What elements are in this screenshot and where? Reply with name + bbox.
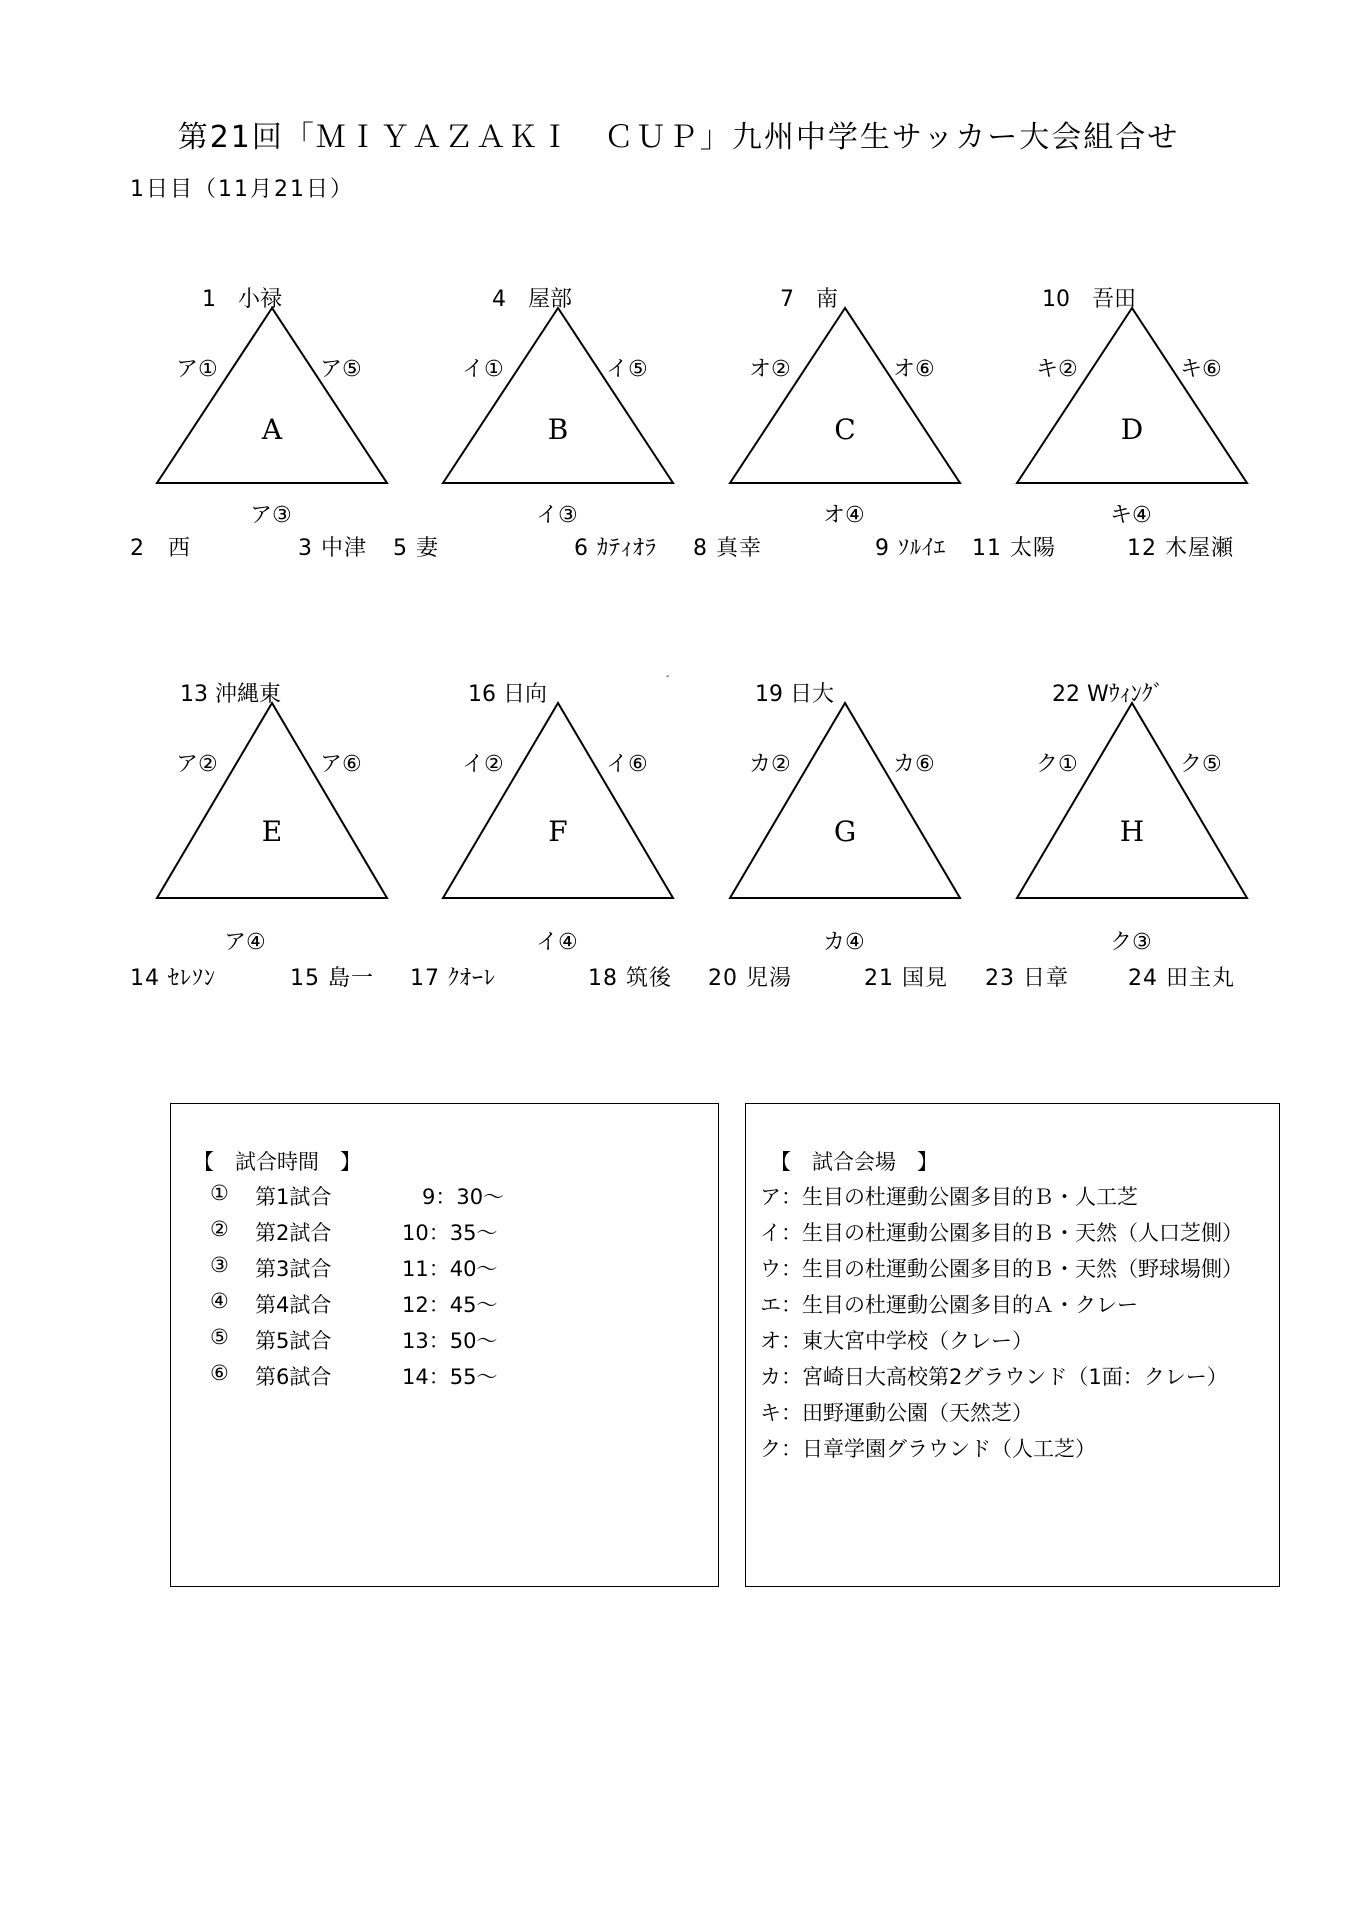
- venues-header: 【 試合会場 】: [770, 1150, 938, 1174]
- page-title: 第21回「ＭＩＹＡＺＡＫＩ ＣＵＰ」九州中学生サッカー大会組合せ: [177, 120, 1180, 155]
- time-row-time: 10：35～: [402, 1221, 498, 1245]
- time-row-name: 第6試合: [255, 1365, 332, 1389]
- venue-row: カ：宮崎日大高校第2グラウンド（1面：クレー）: [760, 1365, 1228, 1389]
- group-f: [438, 673, 678, 955]
- team-label: 2 西: [130, 536, 191, 561]
- venue-row: ア：生目の杜運動公園多目的Ｂ・人工芝: [760, 1185, 1138, 1209]
- group-h: [1012, 673, 1252, 955]
- triangle-h: [1012, 673, 1252, 933]
- team-label: 14 ｾﾚｿﾝ: [130, 966, 216, 991]
- time-row-name: 第5試合: [255, 1329, 332, 1353]
- venue-row: ク：日章学園グラウンド（人工芝）: [760, 1437, 1096, 1461]
- group-right-match: カ⑥: [893, 752, 935, 777]
- group-letter: E: [261, 815, 283, 848]
- group-c: [725, 278, 965, 538]
- group-bottom-match: カ④: [823, 930, 865, 955]
- time-row-name: 第3試合: [255, 1257, 332, 1281]
- group-letter: F: [548, 815, 568, 848]
- match-times-header: 【 試合時間 】: [193, 1150, 361, 1174]
- group-left-match: カ②: [749, 752, 791, 777]
- group-letter: C: [834, 413, 856, 446]
- group-right-match: キ⑥: [1180, 357, 1222, 382]
- group-seed: 22 Wｳｨﾝｸﾞ: [1052, 682, 1164, 707]
- time-row-num: ①: [210, 1181, 229, 1205]
- time-row: [210, 1253, 590, 1281]
- group-bottom-match: イ④: [536, 930, 578, 955]
- team-label: 12 木屋瀬: [1127, 536, 1234, 561]
- team-label: 21 国見: [864, 966, 948, 991]
- group-right-match: ア⑥: [320, 752, 362, 777]
- triangle-g: [725, 673, 965, 933]
- group-left-match: キ②: [1036, 357, 1078, 382]
- group-d: [1012, 278, 1252, 538]
- time-row-name: 第2試合: [255, 1221, 332, 1245]
- venue-row: キ：田野運動公園（天然芝）: [760, 1401, 1033, 1425]
- time-row-time: 11：40～: [402, 1257, 498, 1281]
- group-letter: A: [261, 413, 283, 446]
- team-label: 20 児湯: [708, 966, 792, 991]
- group-bottom-match: ク③: [1110, 930, 1152, 955]
- group-left-match: ア①: [176, 357, 218, 382]
- group-seed: 7 南: [780, 287, 838, 312]
- time-row-time: 9：30～: [422, 1185, 505, 1209]
- team-label: 9 ｿﾙｲｴ: [875, 536, 946, 561]
- time-row-num: ⑤: [210, 1325, 229, 1349]
- group-left-match: イ②: [462, 752, 504, 777]
- team-label: 3 中津: [298, 536, 367, 561]
- group-letter: G: [833, 815, 857, 848]
- group-a: [152, 278, 392, 538]
- venue-row: オ：東大宮中学校（クレー）: [760, 1329, 1033, 1353]
- group-b: [438, 278, 678, 538]
- group-seed: 10 吾田: [1042, 287, 1136, 312]
- team-label: 24 田主丸: [1128, 966, 1235, 991]
- time-row: [210, 1325, 590, 1353]
- venue-row: エ：生目の杜運動公園多目的Ａ・クレー: [760, 1293, 1138, 1317]
- team-label: 18 筑後: [588, 966, 672, 991]
- group-seed: 4 屋部: [492, 287, 572, 312]
- group-letter: B: [547, 413, 569, 446]
- group-right-match: イ⑤: [606, 357, 648, 382]
- group-seed: 16 日向: [468, 682, 547, 707]
- venue-row: ウ：生目の杜運動公園多目的Ｂ・天然（野球場側）: [760, 1257, 1243, 1281]
- time-row-time: 14：55～: [402, 1365, 498, 1389]
- group-left-match: ク①: [1036, 752, 1078, 777]
- group-seed: 1 小禄: [202, 287, 282, 312]
- team-label: 17 ｸｵｰﾚ: [410, 966, 496, 991]
- team-label: 5 妻: [393, 536, 439, 561]
- time-row: [210, 1181, 590, 1209]
- team-label: 8 真幸: [693, 536, 762, 561]
- team-label: 23 日章: [985, 966, 1069, 991]
- group-right-match: オ⑥: [893, 357, 935, 382]
- time-row-num: ③: [210, 1253, 229, 1277]
- group-g: [725, 673, 965, 955]
- group-left-match: イ①: [462, 357, 504, 382]
- team-label: 11 太陽: [972, 536, 1056, 561]
- group-right-match: イ⑥: [606, 752, 648, 777]
- time-row-time: 12：45～: [402, 1293, 498, 1317]
- time-row: [210, 1217, 590, 1245]
- group-left-match: オ②: [749, 357, 791, 382]
- group-bottom-match: イ③: [536, 503, 578, 528]
- time-row-time: 13：50～: [402, 1329, 498, 1353]
- day-label: 1日目（11月21日）: [130, 177, 354, 202]
- group-bottom-match: ア③: [250, 503, 292, 528]
- time-row-name: 第1試合: [255, 1185, 332, 1209]
- team-label: 6 ｶﾃｨｵﾗ: [574, 536, 657, 561]
- group-bottom-match: ア④: [224, 930, 266, 955]
- triangle-e: [152, 673, 392, 933]
- group-right-match: ク⑤: [1180, 752, 1222, 777]
- group-letter: H: [1119, 815, 1145, 848]
- time-row: [210, 1289, 590, 1317]
- group-right-match: ア⑤: [320, 357, 362, 382]
- triangle-f: [438, 673, 678, 933]
- stray-mark: ﾞ: [666, 676, 671, 687]
- group-bottom-match: オ④: [823, 503, 865, 528]
- team-label: 15 島一: [290, 966, 374, 991]
- group-seed: 19 日大: [755, 682, 834, 707]
- group-seed: 13 沖縄東: [180, 682, 281, 707]
- time-row-num: ④: [210, 1289, 229, 1313]
- time-row-name: 第4試合: [255, 1293, 332, 1317]
- group-left-match: ア②: [176, 752, 218, 777]
- time-row: [210, 1361, 590, 1389]
- group-e: [152, 673, 392, 955]
- group-bottom-match: キ④: [1110, 503, 1152, 528]
- time-row-num: ⑥: [210, 1361, 229, 1385]
- time-row-num: ②: [210, 1217, 229, 1241]
- venue-row: イ：生目の杜運動公園多目的Ｂ・天然（人口芝側）: [760, 1221, 1243, 1245]
- group-letter: D: [1120, 413, 1144, 446]
